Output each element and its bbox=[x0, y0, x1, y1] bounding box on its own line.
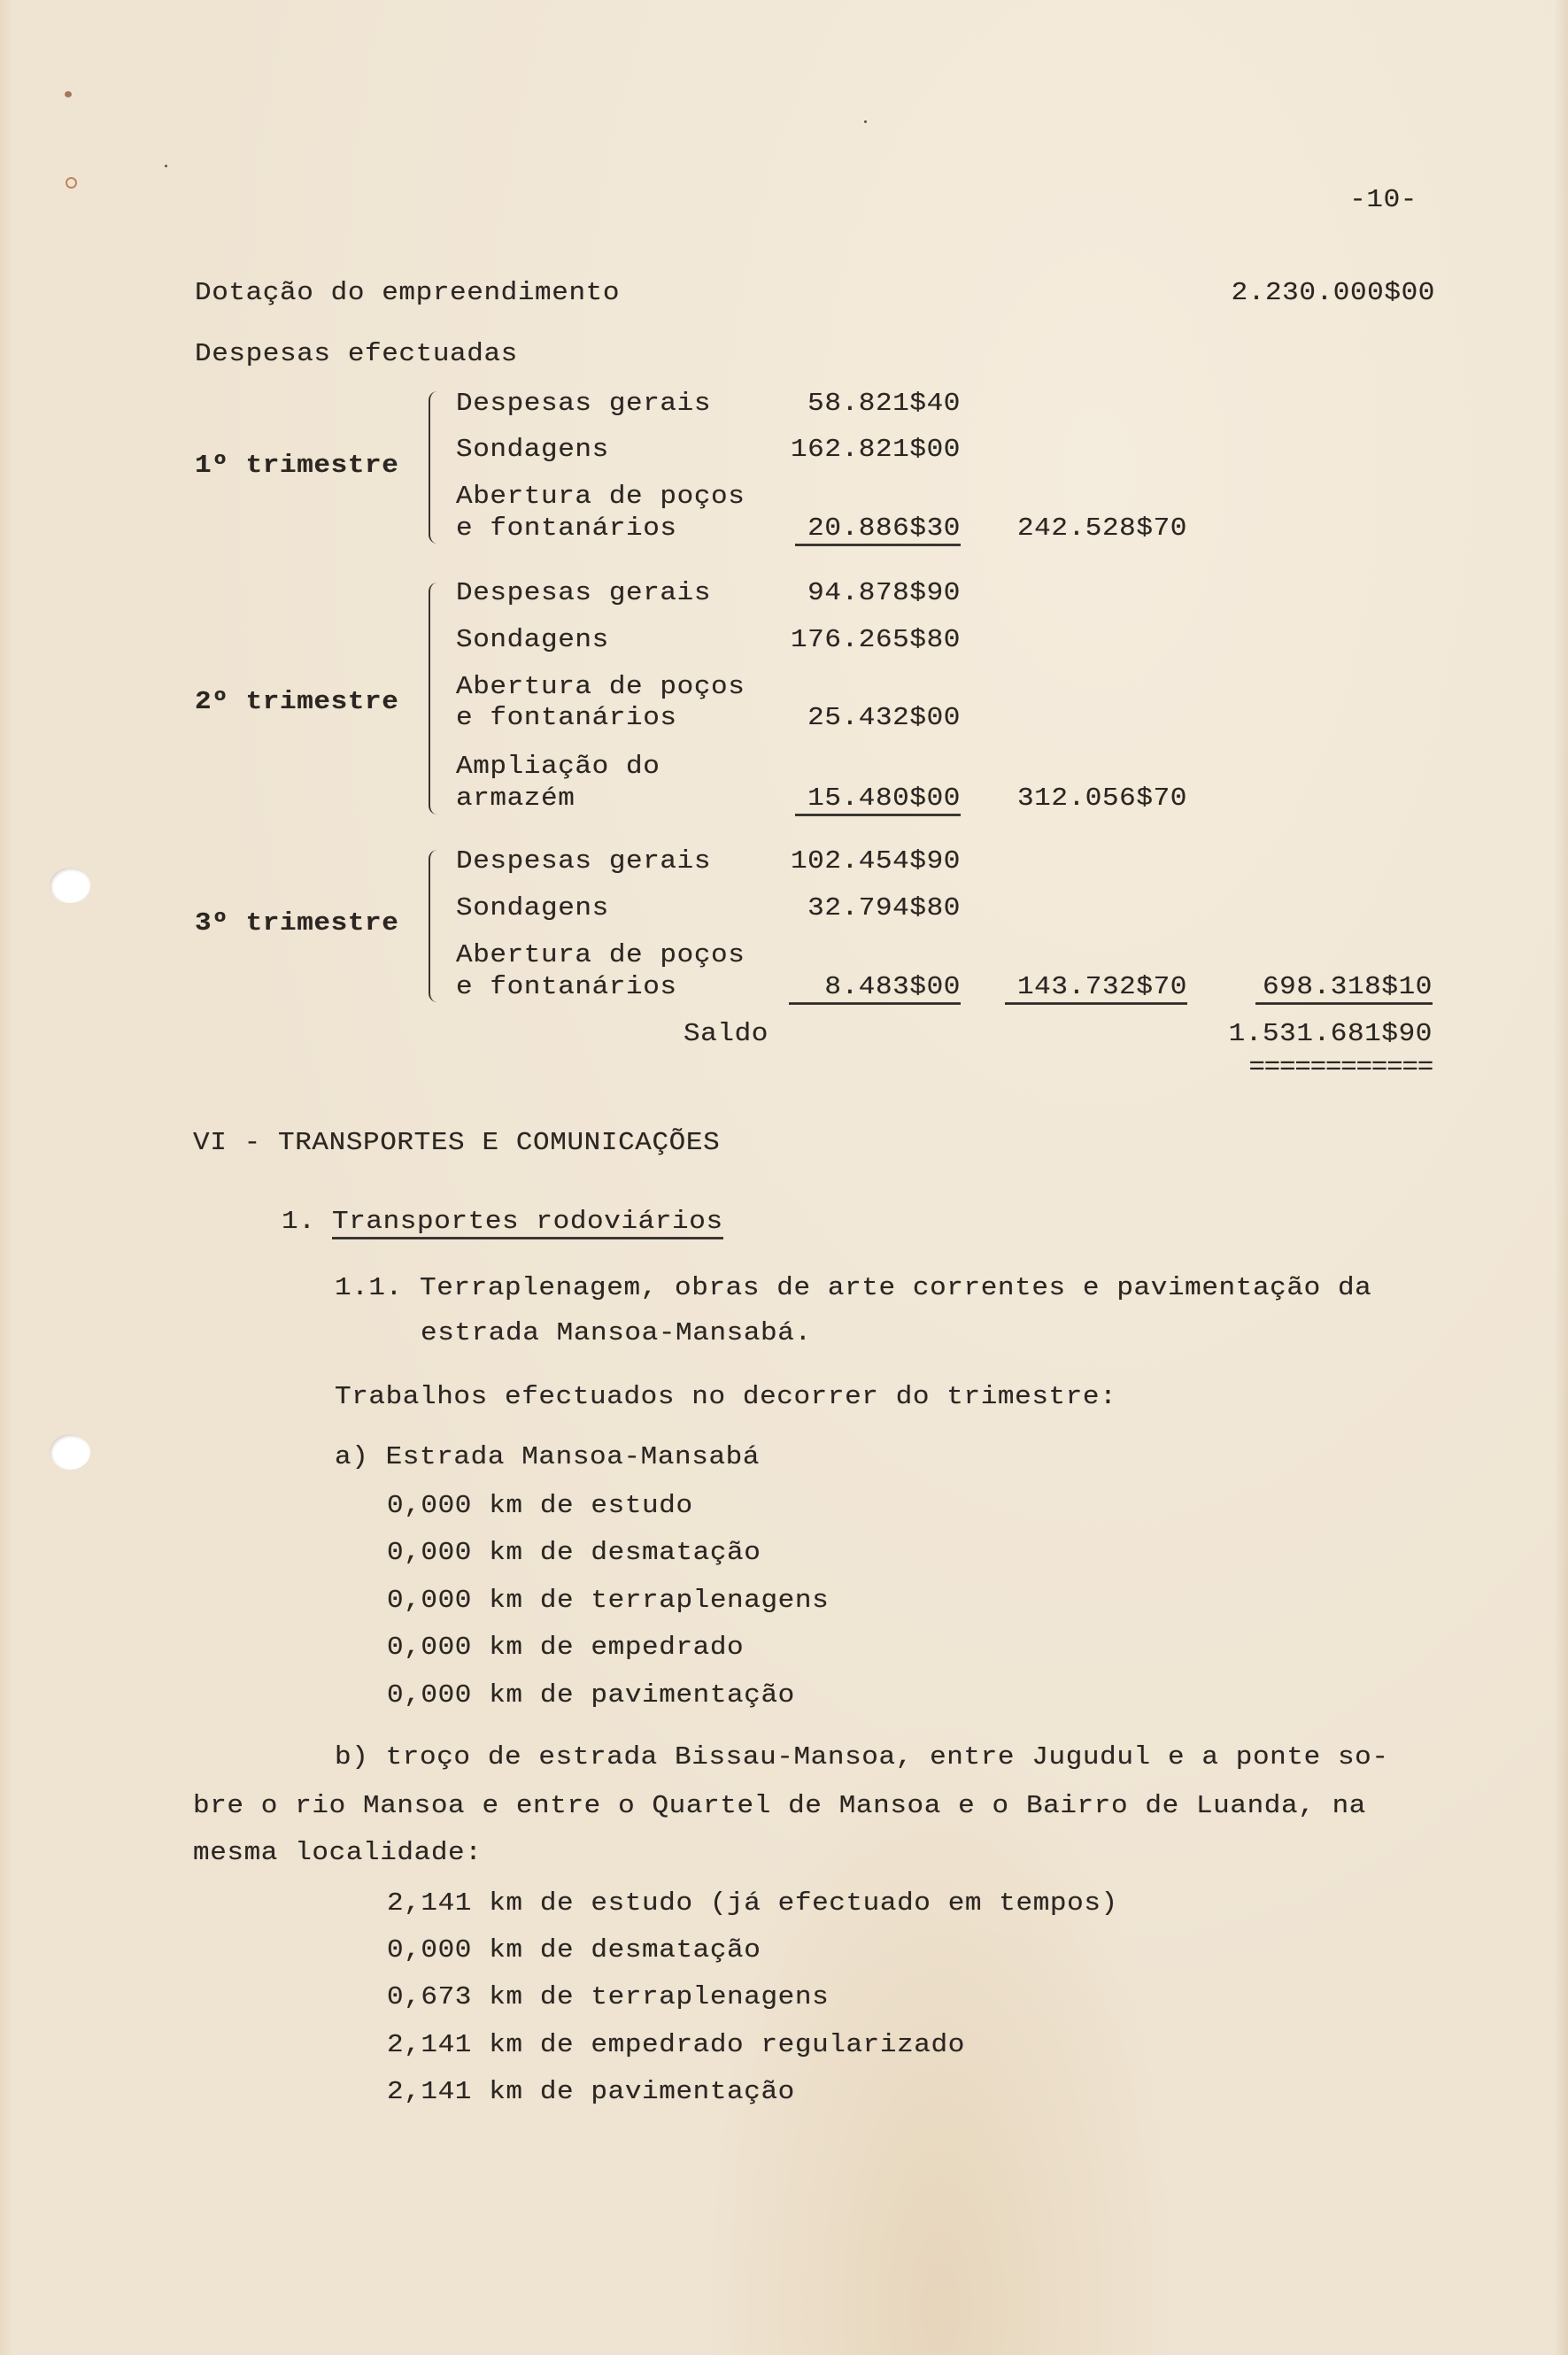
t1-item-despesas-label: Despesas gerais bbox=[456, 390, 712, 419]
trimestre-3-brace bbox=[429, 850, 444, 1002]
t2-item-despesas-value: 94.878$90 bbox=[807, 579, 961, 608]
subsection-1-number: 1. bbox=[282, 1208, 333, 1237]
b-item: 0,000 km de desmatação bbox=[387, 1936, 761, 1965]
despesas-heading: Despesas efectuadas bbox=[195, 340, 518, 369]
punch-hole-top bbox=[50, 868, 90, 903]
b-line3: mesma localidade: bbox=[193, 1839, 483, 1868]
staple-mark bbox=[66, 177, 77, 189]
b-item: 0,673 km de terraplenagens bbox=[387, 1983, 830, 2012]
b-item: 2,141 km de pavimentação bbox=[387, 2078, 795, 2107]
trimestre-1-brace bbox=[429, 391, 444, 544]
ink-speck bbox=[864, 120, 867, 123]
despesas-total: 698.318$10 bbox=[1255, 973, 1433, 1005]
t2-item-ampliacao-label: Ampliação do bbox=[456, 753, 660, 782]
item-1-1-line2: estrada Mansoa-Mansabá. bbox=[421, 1319, 812, 1348]
a-line: 0,000 km de pavimentação bbox=[387, 1681, 795, 1710]
subsection-1-title bbox=[332, 1208, 723, 1239]
subsection-1-title-text: Transportes rodoviários bbox=[332, 1208, 723, 1237]
t3-item-abertura-label2: e fontanários bbox=[456, 973, 677, 1002]
punch-hole-bottom bbox=[50, 1434, 90, 1470]
t1-item-despesas-value: 58.821$40 bbox=[807, 390, 961, 419]
t3-item-sondagens-label: Sondagens bbox=[456, 894, 609, 923]
b-item: 2,141 km de estudo (já efectuado em tempos) bbox=[387, 1889, 1118, 1919]
b-line2: bre o rio Mansoa e entre o Quartel de Mansoa e o Bairro de Luanda, na bbox=[193, 1792, 1367, 1821]
t1-item-abertura-label2: e fontanários bbox=[456, 514, 677, 544]
t2-item-abertura-label2: e fontanários bbox=[456, 704, 677, 733]
trimestre-3-label: 3º trimestre bbox=[195, 909, 399, 938]
trimestre-2-brace bbox=[429, 583, 444, 815]
t1-item-abertura-value: 20.886$30 bbox=[795, 514, 961, 546]
b-item: 2,141 km de empedrado regularizado bbox=[387, 2031, 965, 2060]
section-vi-heading: VI - TRANSPORTES E COMUNICAÇÕES bbox=[193, 1129, 721, 1158]
page-number: -10- bbox=[1349, 186, 1417, 215]
t2-item-ampliacao-label2: armazém bbox=[456, 784, 575, 814]
trimestre-1-label: 1º trimestre bbox=[195, 452, 399, 481]
staple-mark bbox=[65, 91, 72, 97]
t3-item-sondagens-value: 32.794$80 bbox=[807, 894, 961, 923]
a-line: 0,000 km de terraplenagens bbox=[387, 1587, 830, 1616]
t2-item-abertura-value: 25.432$00 bbox=[807, 704, 961, 733]
trabalhos-heading: Trabalhos efectuados no decorrer do trimestre: bbox=[335, 1383, 1117, 1412]
a-heading: a) Estrada Mansoa-Mansabá bbox=[335, 1443, 761, 1472]
trimestre-2-label: 2º trimestre bbox=[195, 688, 399, 717]
a-line: 0,000 km de empedrado bbox=[387, 1633, 745, 1663]
t3-item-despesas-label: Despesas gerais bbox=[456, 847, 712, 876]
dotacao-label: Dotação do empreendimento bbox=[195, 279, 621, 308]
dotacao-value: 2.230.000$00 bbox=[1231, 279, 1435, 308]
t1-item-sondagens-value: 162.821$00 bbox=[790, 436, 961, 465]
t1-subtotal: 242.528$70 bbox=[1016, 514, 1187, 544]
a-line: 0,000 km de estudo bbox=[387, 1492, 693, 1521]
t2-item-sondagens-label: Sondagens bbox=[456, 626, 609, 655]
t2-item-abertura-label: Abertura de poços bbox=[456, 673, 745, 702]
saldo-label: Saldo bbox=[683, 1020, 769, 1049]
item-1-1-line1: 1.1. Terraplenagem, obras de arte correntes e pavimentação da bbox=[335, 1274, 1372, 1303]
t3-item-despesas-value: 102.454$90 bbox=[790, 847, 961, 876]
t2-subtotal: 312.056$70 bbox=[1016, 784, 1187, 814]
a-line: 0,000 km de desmatação bbox=[387, 1539, 761, 1568]
t1-item-sondagens-label: Sondagens bbox=[456, 436, 609, 465]
t3-subtotal: 143.732$70 bbox=[1005, 973, 1187, 1005]
saldo-value: 1.531.681$90 bbox=[1228, 1020, 1433, 1049]
t2-item-despesas-label: Despesas gerais bbox=[456, 579, 712, 608]
t3-item-abertura-value: 8.483$00 bbox=[789, 973, 961, 1005]
t1-item-abertura-label: Abertura de poços bbox=[456, 483, 745, 512]
b-line1: b) troço de estrada Bissau-Mansoa, entre Jugudul e a ponte so- bbox=[335, 1743, 1389, 1772]
t2-item-sondagens-value: 176.265$80 bbox=[790, 626, 961, 655]
ink-speck bbox=[165, 165, 167, 167]
saldo-double-rule: ============ bbox=[1248, 1054, 1433, 1083]
t3-item-abertura-label: Abertura de poços bbox=[456, 941, 745, 970]
t2-item-ampliacao-value: 15.480$00 bbox=[795, 784, 961, 816]
